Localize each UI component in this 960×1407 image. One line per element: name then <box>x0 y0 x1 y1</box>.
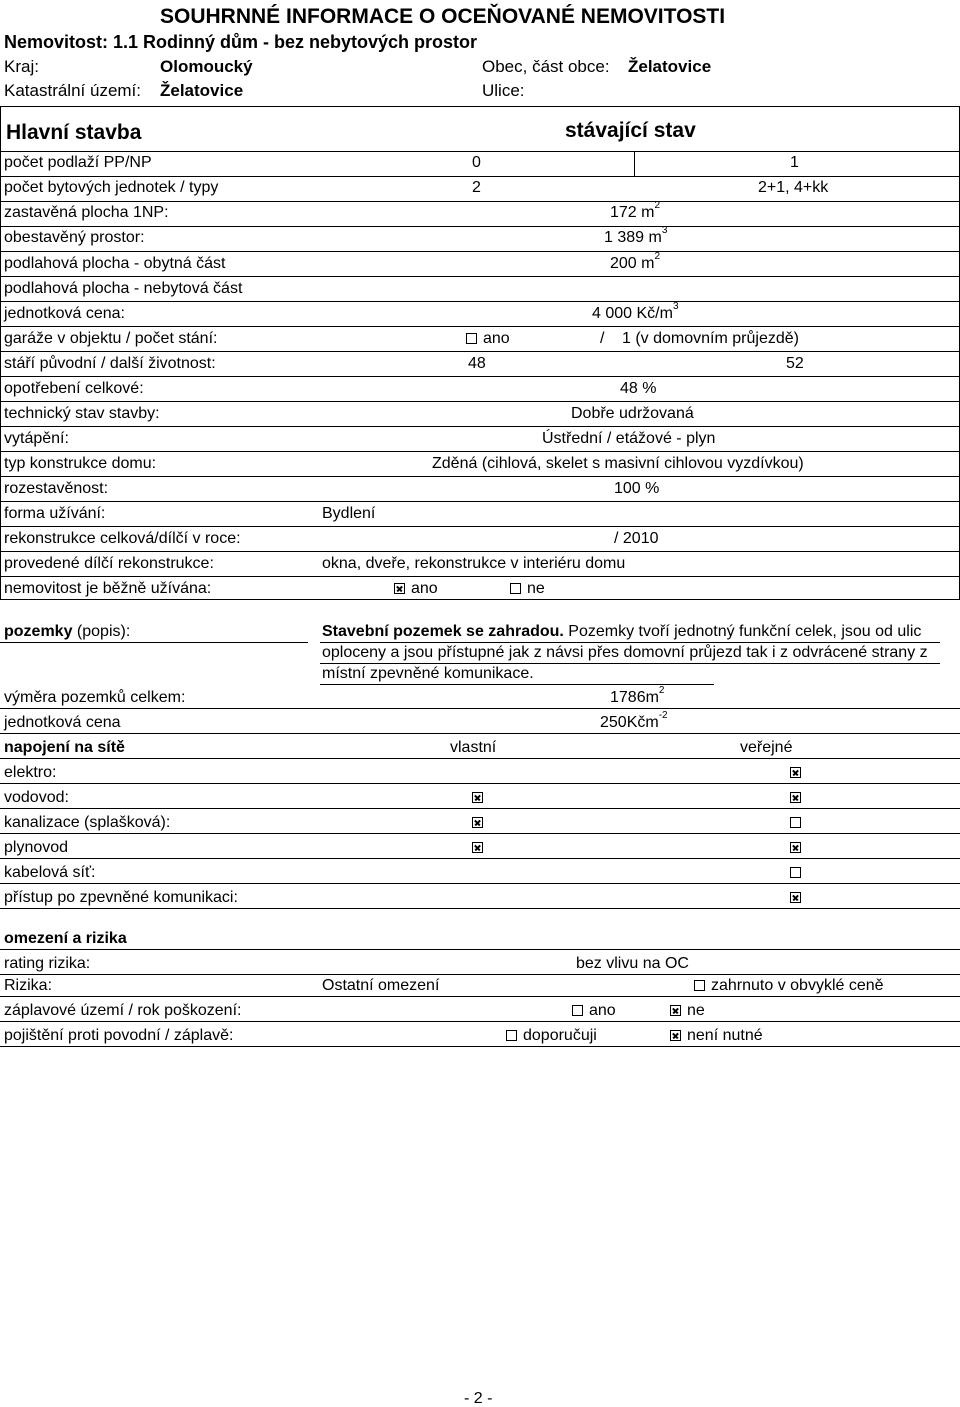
zivotnost-value: 52 <box>786 355 804 372</box>
kanalizace-vlastni-checkbox[interactable] <box>472 815 483 831</box>
underline <box>0 783 960 784</box>
underline <box>0 974 960 975</box>
checked-box-icon <box>790 892 801 903</box>
pristup-verejne-checkbox[interactable] <box>790 890 801 906</box>
col-vlastni: vlastní <box>450 739 497 756</box>
ku-value: Želatovice <box>160 81 244 100</box>
underline <box>320 684 714 685</box>
divider <box>0 599 960 600</box>
checked-box-icon <box>472 842 483 853</box>
forma-value: Bydlení <box>322 505 376 522</box>
underline <box>0 833 960 834</box>
garaze-label: garáže v objektu / počet stání: <box>4 330 218 347</box>
underline <box>0 708 960 709</box>
konstrukce-label: typ konstrukce domu: <box>4 455 157 472</box>
property-name: Nemovitost: 1.1 Rodinný dům - bez nebytových prostor <box>4 32 478 52</box>
opotrebeni-label: opotřebení celkové: <box>4 380 144 397</box>
col-verejne: veřejné <box>740 739 793 756</box>
divider <box>0 226 960 227</box>
kanalizace-label: kanalizace (splašková): <box>4 814 171 831</box>
obestaveny-value: 1 389 $m^3$ <box>604 225 668 246</box>
uzivana-label: nemovitost je běžně užívána: <box>4 580 212 597</box>
divider <box>0 106 960 107</box>
cena-value: 4 000 $Kč/m^3$ <box>592 301 679 322</box>
kraj-label: Kraj: <box>4 57 39 76</box>
checked-box-icon <box>472 817 483 828</box>
checkbox-icon <box>466 333 477 344</box>
divider <box>0 551 960 552</box>
divider <box>0 176 960 177</box>
pozemky-label: pozemky (popis): <box>4 623 131 640</box>
ku-label: Katastrální území: <box>4 81 142 100</box>
stav-label: technický stav stavby: <box>4 405 160 422</box>
stav-value: Dobře udržovaná <box>571 405 694 422</box>
land-cena-value: 250Kčm$^{-2}$ <box>600 710 668 731</box>
risks-heading: omezení a rizika <box>4 930 127 947</box>
cena-label: jednotková cena: <box>4 305 125 322</box>
underline <box>0 642 308 643</box>
obytna-value: 200 $m^2$ <box>610 251 661 272</box>
plynovod-vlastni-checkbox[interactable] <box>472 840 483 856</box>
vodovod-vlastni-checkbox[interactable] <box>472 790 483 806</box>
checked-box-icon <box>790 792 801 803</box>
divider <box>0 351 960 352</box>
podlazi-np: 1 <box>790 154 799 171</box>
divider <box>0 401 960 402</box>
page-number: - 2 - <box>464 1390 493 1407</box>
doporucuji-checkbox[interactable]: doporučuji <box>506 1028 597 1044</box>
zastavena-value: 172 $m^2$ <box>610 200 661 221</box>
checked-box-icon <box>394 583 405 594</box>
kraj-value: Olomoucký <box>160 57 253 76</box>
kanalizace-verejne-checkbox[interactable] <box>790 815 801 831</box>
underline <box>0 883 960 884</box>
podlazi-label: počet podlaží PP/NP <box>4 154 152 171</box>
divider <box>0 526 960 527</box>
zaplavove-label: záplavové území / rok poškození: <box>4 1002 242 1019</box>
land-cena-label: jednotková cena <box>4 714 121 731</box>
divider <box>0 201 960 202</box>
zahrnuto-checkbox[interactable]: zahrnuto v obvyklé ceně <box>694 978 884 994</box>
state-heading: stávající stav <box>565 119 696 142</box>
rekonstrukce-value: / 2010 <box>614 530 659 547</box>
underline <box>0 858 960 859</box>
checkbox-icon <box>790 817 801 828</box>
checkbox-icon <box>790 867 801 878</box>
rizika-label: Rizika: <box>4 977 53 994</box>
uzivana-ano-checkbox[interactable]: ano <box>394 581 438 597</box>
vymera-label: výměra pozemků celkem: <box>4 689 186 706</box>
kabelova-verejne-checkbox[interactable] <box>790 865 801 881</box>
rizika-value: Ostatní omezení <box>322 977 440 994</box>
provedene-value: okna, dveře, rekonstrukce v interiéru domu <box>322 555 626 572</box>
underline <box>320 663 940 664</box>
site-heading: napojení na sítě <box>4 739 125 756</box>
underline <box>0 996 960 997</box>
pojisteni-label: pojištění proti povodní / záplavě: <box>4 1027 234 1044</box>
jednotek-types: 2+1, 4+kk <box>758 179 829 196</box>
plynovod-label: plynovod <box>4 839 69 856</box>
elektro-label: elektro: <box>4 764 57 781</box>
provedene-label: provedené dílčí rekonstrukce: <box>4 555 214 572</box>
zastavena-label: zastavěná plocha 1NP: <box>4 204 169 221</box>
underline <box>0 808 960 809</box>
obestaveny-label: obestavěný prostor: <box>4 229 145 246</box>
divider <box>634 151 635 176</box>
checkbox-icon <box>694 980 705 991</box>
pozemky-description: Stavební pozemek se zahradou. Pozemky tvoří jednotný funkční celek, jsou od ulic oploceny a jsou přístupné jak z návsi přes domovní průjezd tak i z odvrácené strany z místní zpevněné komunikace. <box>322 623 928 682</box>
divider <box>0 326 960 327</box>
checkbox-icon <box>572 1005 583 1016</box>
checked-box-icon <box>670 1005 681 1016</box>
divider <box>0 151 960 152</box>
vodovod-verejne-checkbox[interactable] <box>790 790 801 806</box>
zaplavove-ne-checkbox[interactable]: ne <box>670 1003 705 1019</box>
obec-label: Obec, část obce: <box>482 57 610 76</box>
kabelova-label: kabelová síť: <box>4 864 96 881</box>
rating-label: rating rizika: <box>4 955 91 972</box>
underline <box>0 733 960 734</box>
underline <box>320 642 940 643</box>
stari-label: stáří původní / další životnost: <box>4 355 216 372</box>
plynovod-verejne-checkbox[interactable] <box>790 840 801 856</box>
main-heading: Hlavní stavba <box>6 121 142 144</box>
zaplavove-ano-checkbox[interactable]: ano <box>572 1003 616 1019</box>
obec-value: Želatovice <box>628 57 712 76</box>
forma-label: forma užívání: <box>4 505 106 522</box>
rozestavenost-value: 100 % <box>614 480 660 497</box>
garaze-ano-checkbox[interactable]: ano <box>466 331 510 347</box>
divider <box>0 376 960 377</box>
vodovod-label: vodovod: <box>4 789 69 806</box>
konstrukce-value: Zděná (cihlová, skelet s masivní cihlovou vyzdívkou) <box>432 455 804 472</box>
divider <box>0 301 960 302</box>
rekonstrukce-label: rekonstrukce celková/dílčí v roce: <box>4 530 241 547</box>
underline <box>0 1021 960 1022</box>
checked-box-icon <box>790 842 801 853</box>
podlazi-pp: 0 <box>472 154 481 171</box>
divider <box>0 476 960 477</box>
checked-box-icon <box>670 1030 681 1041</box>
divider <box>0 501 960 502</box>
divider <box>0 426 960 427</box>
checked-box-icon <box>472 792 483 803</box>
ulice-label: Ulice: <box>482 81 525 100</box>
checkbox-icon <box>506 1030 517 1041</box>
stari-value: 48 <box>468 355 486 372</box>
jednotek-label: počet bytových jednotek / typy <box>4 179 219 196</box>
garaze-separator: / <box>600 330 605 347</box>
divider <box>0 576 960 577</box>
obytna-label: podlahová plocha - obytná část <box>4 255 226 272</box>
underline <box>0 758 960 759</box>
rozestavenost-label: rozestavěnost: <box>4 480 109 497</box>
page-title: SOUHRNNÉ INFORMACE O OCEŇOVANÉ NEMOVITOSTI <box>160 5 726 28</box>
vytapeni-value: Ústřední / etážové - plyn <box>542 430 716 447</box>
vytapeni-label: vytápění: <box>4 430 69 447</box>
checkbox-icon <box>510 583 521 594</box>
opotrebeni-value: 48 % <box>620 380 657 397</box>
uzivana-ne-checkbox[interactable]: ne <box>510 581 545 597</box>
jednotek-count: 2 <box>472 179 481 196</box>
elektro-verejne-checkbox[interactable] <box>790 765 801 781</box>
pristup-label: přístup po zpevněné komunikaci: <box>4 889 238 906</box>
garaze-count: 1 (v domovním průjezdě) <box>622 330 799 347</box>
neni-nutne-checkbox[interactable]: není nutné <box>670 1028 763 1044</box>
nebytova-label: podlahová plocha - nebytová část <box>4 280 243 297</box>
checked-box-icon <box>790 767 801 778</box>
underline <box>0 908 960 909</box>
divider <box>0 276 960 277</box>
underline <box>0 949 960 950</box>
rating-value: bez vlivu na OC <box>576 955 689 972</box>
vymera-value: $1786m^2$ <box>610 685 665 706</box>
underline <box>0 1046 960 1047</box>
divider <box>0 251 960 252</box>
divider <box>0 451 960 452</box>
